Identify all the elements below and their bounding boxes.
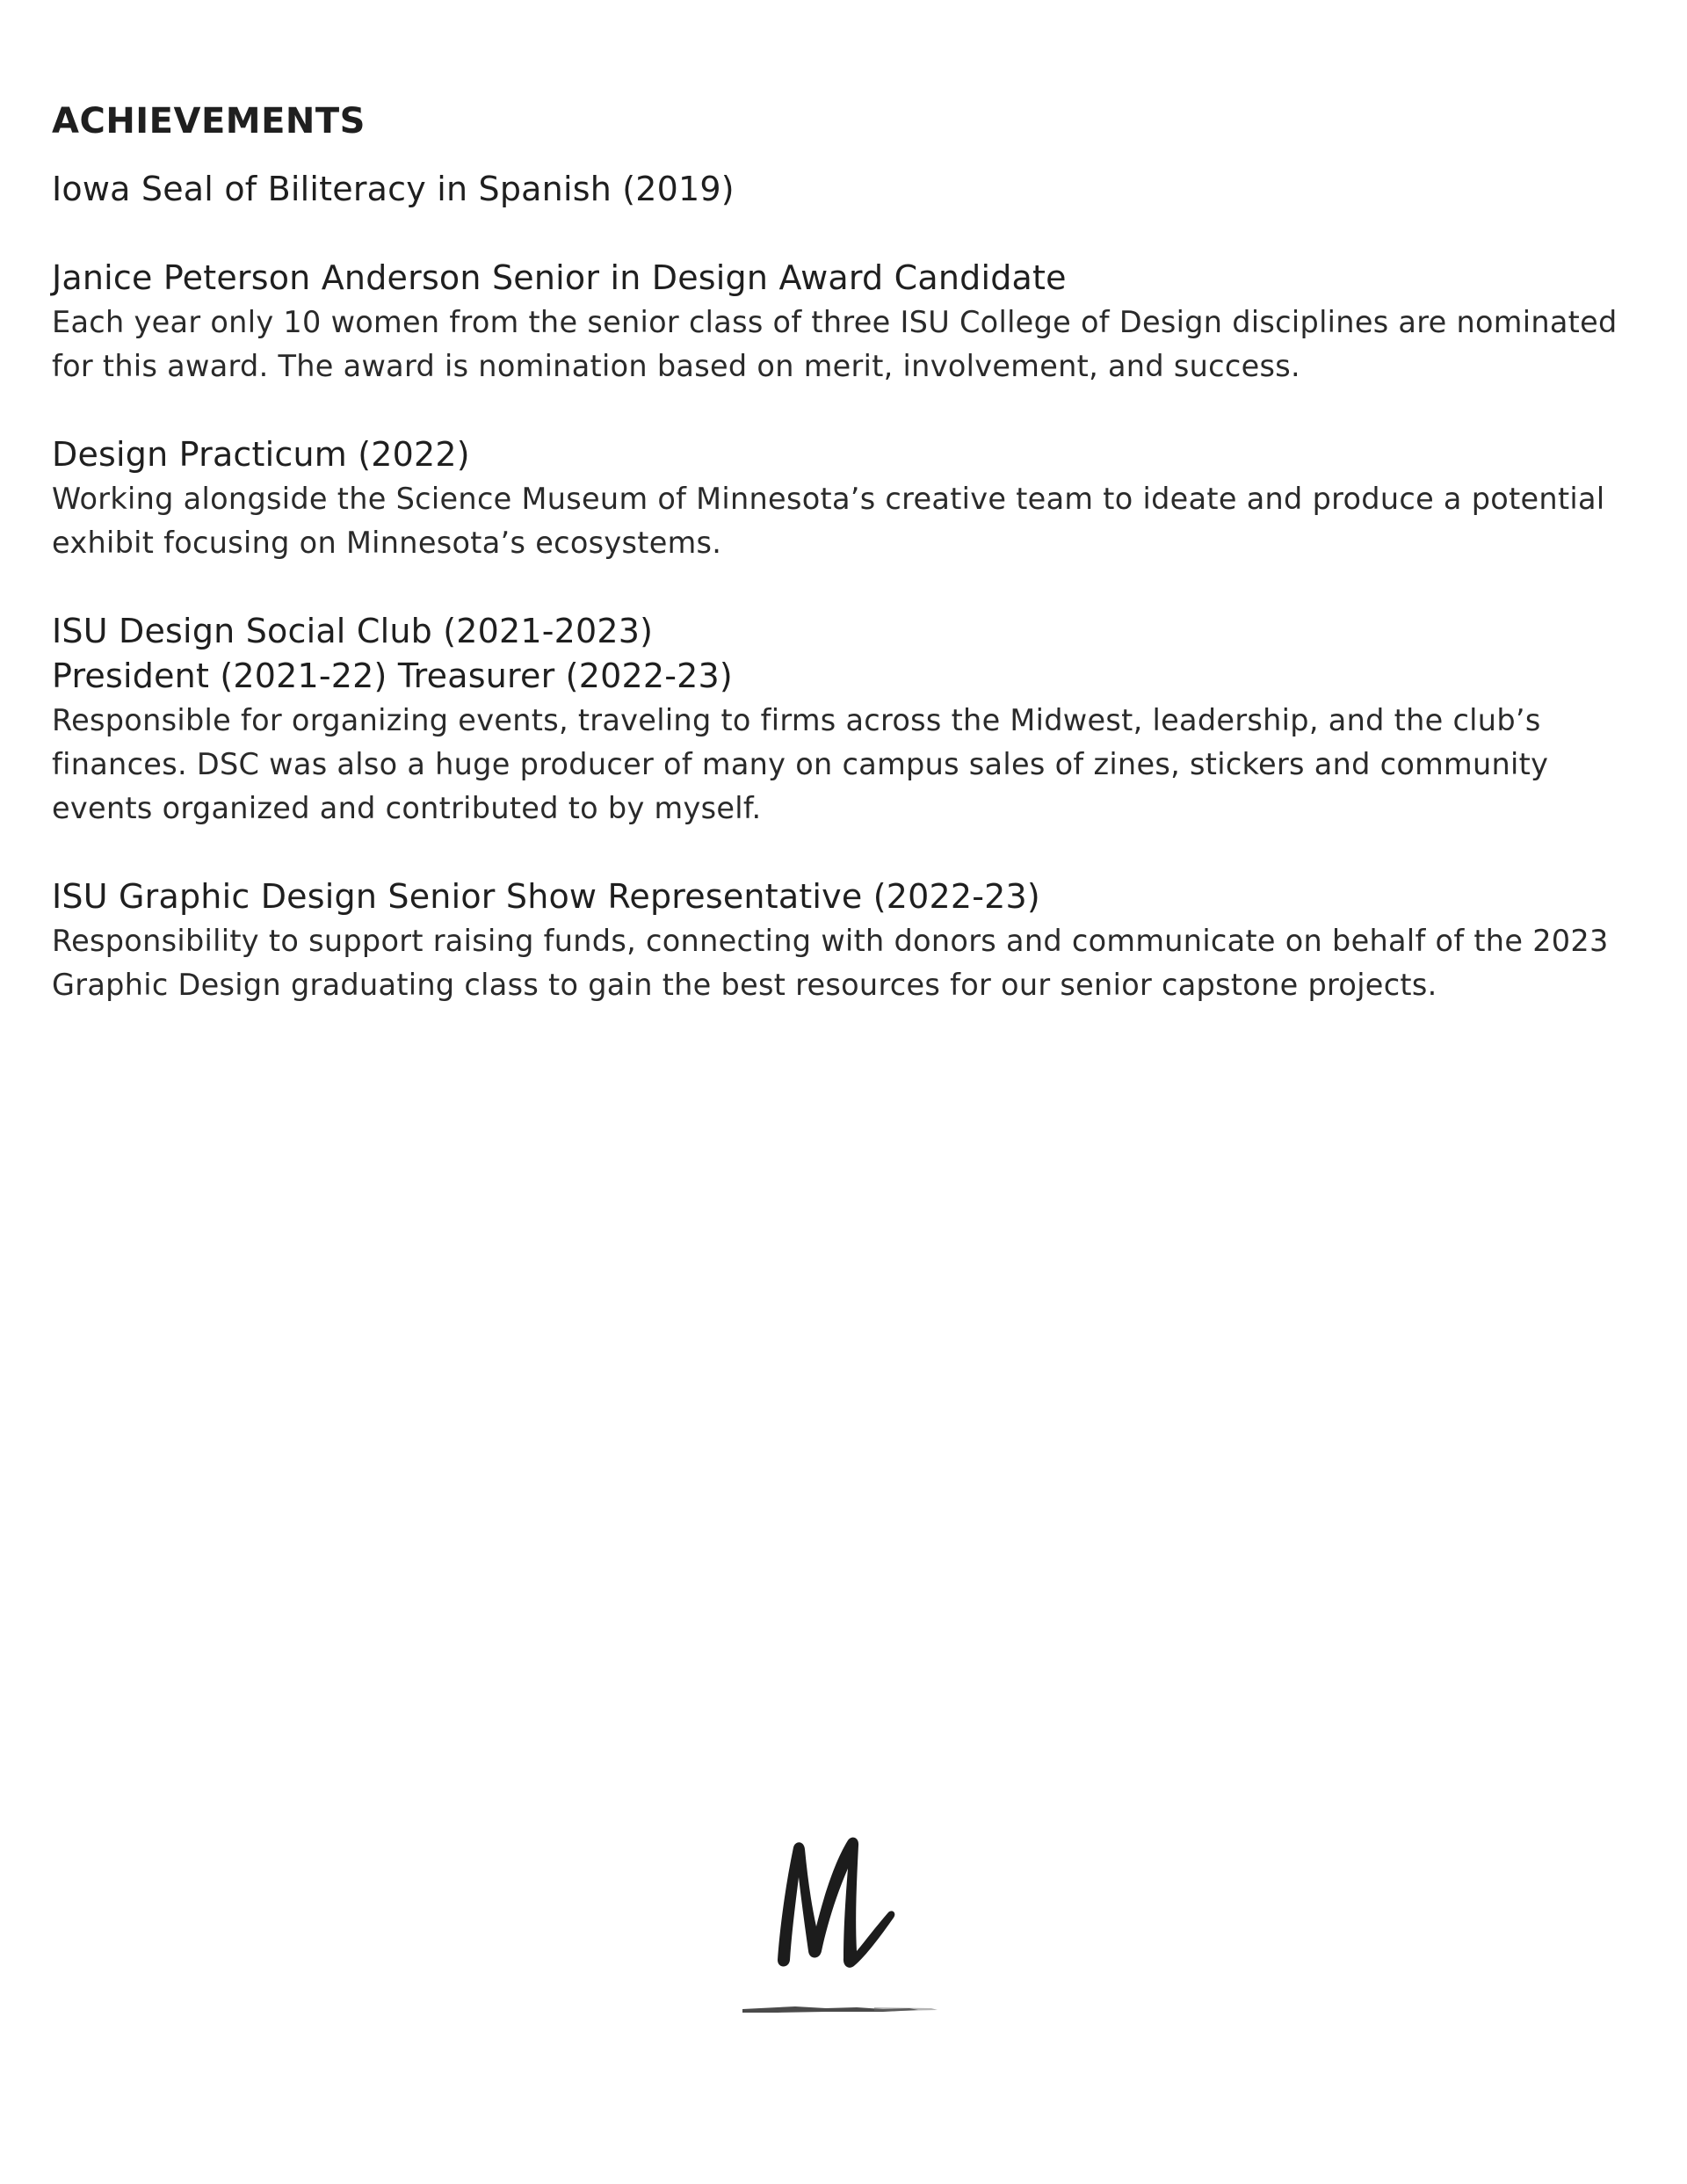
- achievement-entry-biliteracy: [52, 167, 1651, 212]
- entry-description: Each year only 10 women from the senior class of three ISU College of Design disciplines are nominated for this award. The award is nomination based on merit, involvement, and success.: [52, 305, 1618, 383]
- entry-title: ISU Graphic Design Senior Show Representative (2022-23): [52, 877, 1040, 916]
- entry-subtitle: President (2021-22) Treasurer (2022-23): [52, 657, 733, 695]
- entry-description: Working alongside the Science Museum of Minnesota’s creative team to ideate and produce a potential exhibit focusing on Minnesota’s ecosystems.: [52, 482, 1605, 560]
- achievement-entry-practicum: [52, 432, 1651, 565]
- entry-title: Iowa Seal of Biliteracy in Spanish (2019): [52, 170, 735, 208]
- entry-title: ISU Design Social Club (2021-2023): [52, 612, 654, 650]
- achievements-page: [52, 97, 1651, 1051]
- achievement-entry-award: [52, 256, 1651, 388]
- entry-title: Janice Peterson Anderson Senior in Design Award Candidate: [52, 258, 1067, 297]
- section-heading: ACHIEVEMENTS: [52, 101, 366, 141]
- signature-m-logo-icon: [742, 1828, 945, 2021]
- achievement-entry-social-club: [52, 609, 1651, 831]
- entry-description: Responsible for organizing events, traveling to firms across the Midwest, leadership, and the club’s finances. DSC was also a huge producer of many on campus sales of zines, stickers and community events organized and contributed to by myself.: [52, 703, 1549, 825]
- entry-title: Design Practicum (2022): [52, 435, 470, 474]
- entry-description: Responsibility to support raising funds, connecting with donors and communicate on behalf of the 2023 Graphic Design graduating class to gain the best resources for our senior capstone projects.: [52, 924, 1609, 1002]
- achievement-entry-senior-show: [52, 874, 1651, 1007]
